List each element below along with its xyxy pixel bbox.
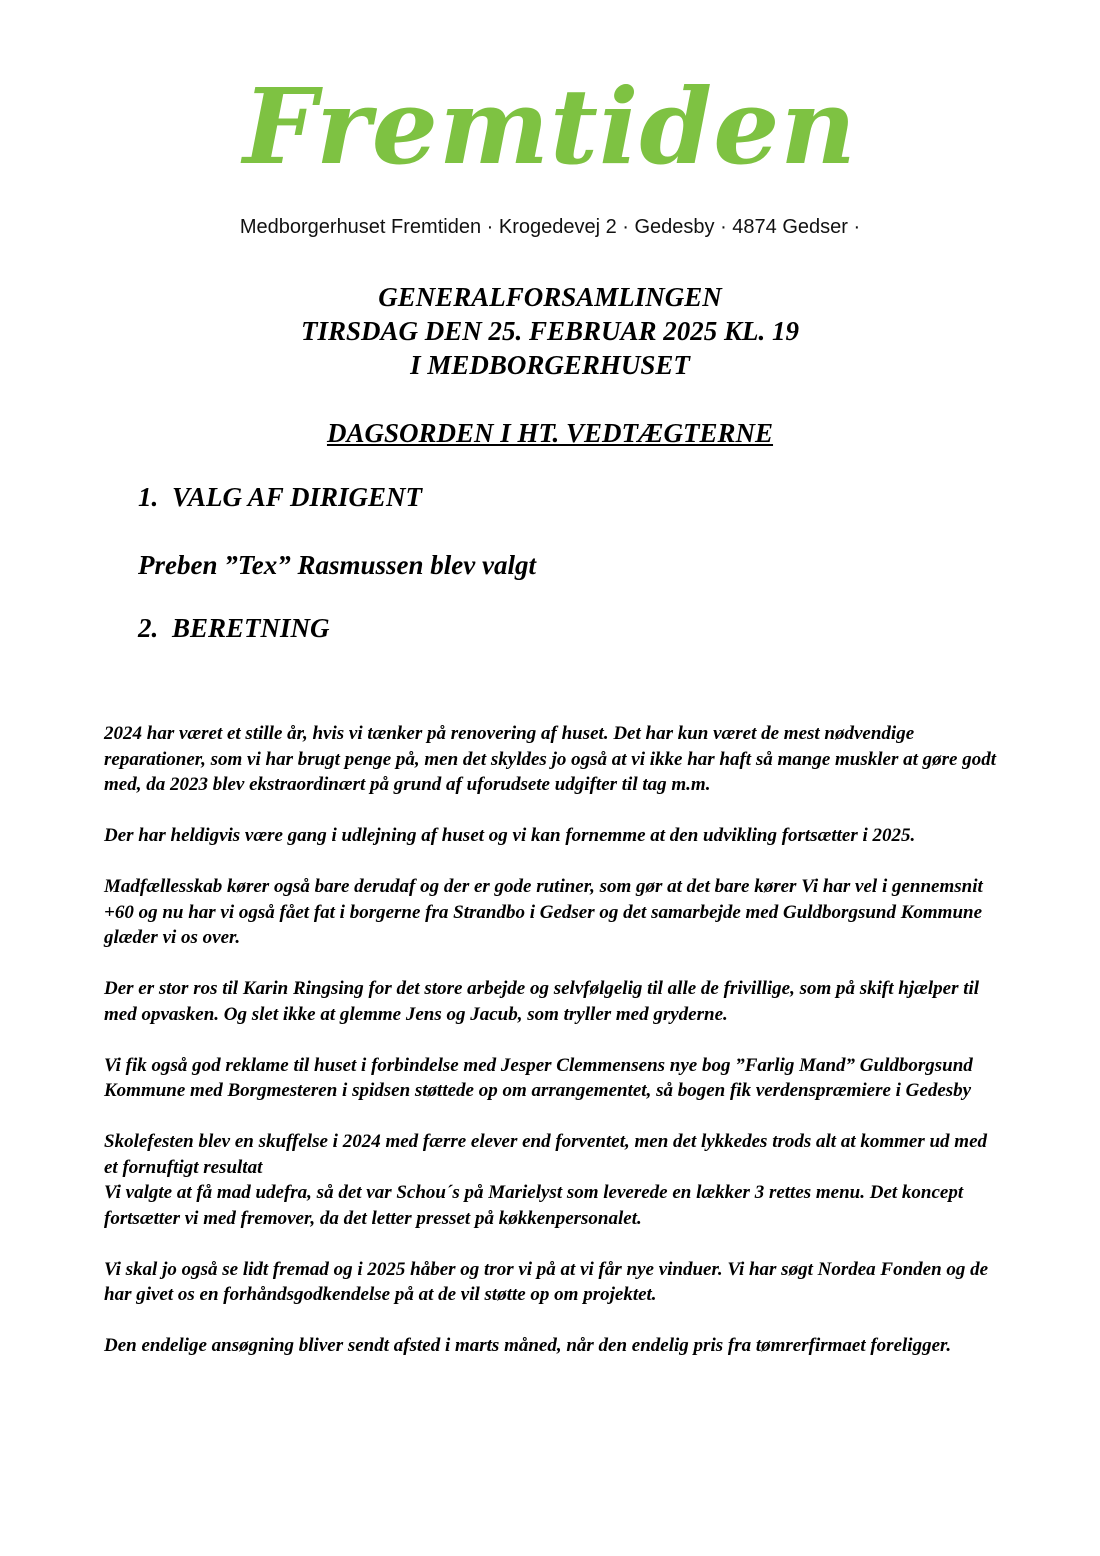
dirigent-result: Preben ”Tex” Rasmussen blev valgt bbox=[138, 550, 536, 580]
report-paragraph: Madfællesskab kører også bare derudaf og der er gode rutiner, som gør at det bare kører Vi har vel i gennemsnit +60 og nu har vi også fået fat i borgerne fra Strandbo i Gedser og det samarbejde med Guldborgsund Kommune glæder vi os over. bbox=[104, 876, 983, 948]
agenda-item-1 bbox=[138, 480, 422, 514]
agenda-item-label: BERETNING bbox=[172, 613, 330, 643]
meeting-title: GENERALFORSAMLINGEN bbox=[378, 282, 722, 312]
address-line: Medborgerhuset Fremtiden · Krogedevej 2 · Gedesby · 4874 Gedser · bbox=[239, 216, 861, 238]
meeting-date: TIRSDAG DEN 25. FEBRUAR 2025 KL. 19 bbox=[300, 316, 800, 346]
report-paragraph: Vi fik også god reklame til huset i forbindelse med Jesper Clemmensens nye bog ”Farlig Mand” Guldborgsund Kommune med Borgmesteren i spidsen støttede op om arrangementet, så bogen fik verdenspræmiere i Gedesby bbox=[104, 1054, 973, 1101]
agenda-item-2 bbox=[138, 611, 330, 645]
report-paragraph: Der er stor ros til Karin Ringsing for det store arbejde og selvfølgelig til alle de frivillige, som på skift hjælper til med opvasken. Og slet ikke at glemme Jens og Jacub, som tryller med gryderne. bbox=[104, 978, 980, 1025]
report-paragraph: Vi valgte at få mad udefra, så det var Schou´s på Marielyst som leverede en lækker 3 rettes menu. Det koncept fortsætter vi med fremover, da det letter presset på køkkenpersonalet. bbox=[104, 1182, 964, 1229]
report-paragraph: Den endelige ansøgning bliver sendt afsted i marts måned, når den endelig pris fra tømrerfirmaet foreligger. bbox=[104, 1335, 952, 1356]
report-text bbox=[104, 721, 1004, 1384]
agenda-item-number: 2. bbox=[138, 613, 159, 643]
report-paragraph: Vi skal jo også se lidt fremad og i 2025 håber og tror vi på at vi får nye vinduer. Vi har søgt Nordea Fonden og de har givet os en forhåndsgodkendelse på at de vil støtte op om projektet. bbox=[104, 1258, 989, 1305]
report-paragraph: Der har heldigvis være gang i udlejning af huset og vi kan fornemme at den udvikling fortsætter i 2025. bbox=[104, 825, 916, 846]
agenda-item-label: VALG AF DIRIGENT bbox=[172, 482, 423, 512]
agenda-title: DAGSORDEN I HT. VEDTÆGTERNE bbox=[326, 418, 774, 448]
logo: Fremtiden bbox=[242, 65, 858, 188]
report-paragraph: Skolefesten blev en skuffelse i 2024 med færre elever end forventet, men det lykkedes trods alt at kommer ud med et fornuftigt resultat bbox=[104, 1131, 988, 1178]
meeting-location: I MEDBORGERHUSET bbox=[410, 350, 690, 380]
report-paragraph: 2024 har været et stille år, hvis vi tænker på renovering af huset. Det har kun været de mest nødvendige reparationer, som vi har brugt penge på, men det skyldes jo også at vi ikke har haft så mange muskler at gøre godt med, da 2023 blev ekstraordinært på grund af uforudsete udgifter til tag m.m. bbox=[104, 723, 996, 795]
agenda-item-number: 1. bbox=[138, 482, 159, 512]
meeting-heading bbox=[0, 280, 1100, 382]
